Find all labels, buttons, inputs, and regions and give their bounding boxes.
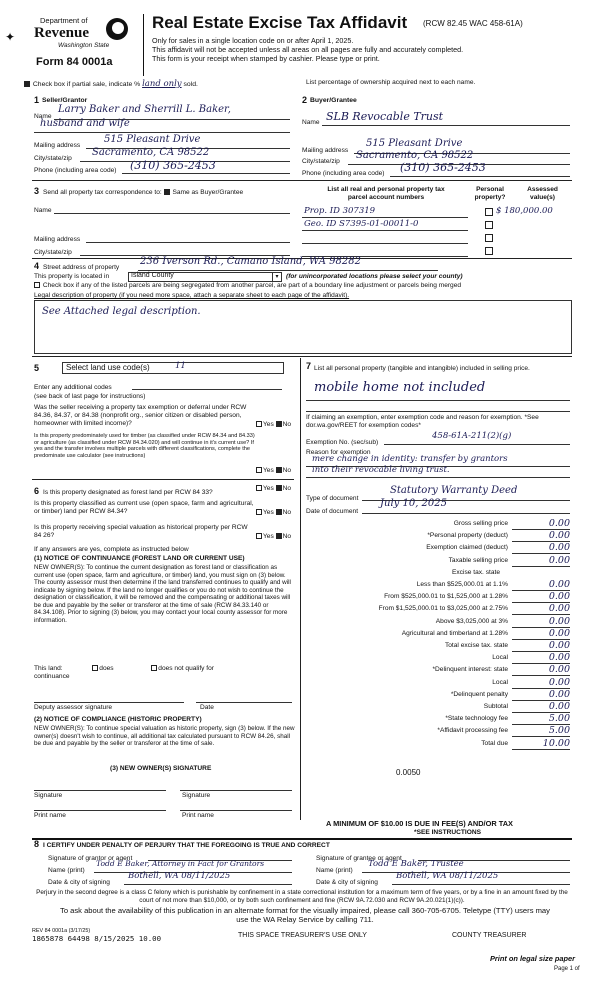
sec5-q2-answer bbox=[256, 467, 291, 475]
form-number: Form 84 0001a bbox=[36, 56, 113, 68]
partial-sale-row bbox=[24, 79, 198, 89]
tax-row bbox=[308, 592, 570, 604]
sec3-mail-label: Mailing address bbox=[34, 236, 81, 243]
partial-sale-label: Check box if partial sale, indicate % bbox=[32, 81, 141, 88]
tax-row bbox=[308, 543, 570, 555]
grantor-sig-label: Signature of grantor or agent bbox=[48, 855, 133, 862]
partial-sale-checkbox[interactable] bbox=[24, 81, 30, 87]
reason-value-1[interactable]: mere change in identity: transfer by grantors bbox=[312, 454, 508, 464]
q2-yes-label: Yes bbox=[263, 467, 274, 474]
grantor-name-value[interactable]: Todd E Baker, Attorney in Fact for Grantors bbox=[96, 859, 265, 868]
additional-codes-label: Enter any additional codes bbox=[34, 384, 112, 391]
compliance-text: NEW OWNER(S): To continue special valuation as historic property, sign (3) below. If the new owner(s) doesn't wish to continue, all additional tax calculated pursuant to RCW 84.26, shall be due and payable by the seller or transferor at the time of sale. bbox=[34, 725, 295, 748]
segregated-label: Check box if any of the listed parcels are being segregated from another parcel, are part of a boundary line adjustment or parcels being merged bbox=[42, 282, 462, 289]
tax-row-label: Total due bbox=[481, 739, 508, 747]
county-treasurer-label: COUNTY TREASURER bbox=[452, 932, 527, 939]
sec5-q1: Was the seller receiving a property tax exemption or deferral under RCW 84.36, 84.37, or 84.38 (nonprofit org., senior citizen or disabled person, homeowner with limited income)? bbox=[34, 404, 247, 427]
tax-row-value[interactable]: 5.00 bbox=[512, 713, 570, 725]
county-note: (for unincorporated locations please select your county) bbox=[286, 273, 463, 280]
tax-row bbox=[308, 568, 570, 580]
bird-icon: ✦ bbox=[5, 30, 16, 44]
sec5-q2: Is this property predominately used for timber (as classified under RCW 84.34 and 84.33) or agriculture (as classified under RCW 84.34.020) and will continue in it's current use? If yes and the transfer involves multiple parcels with different classifications, complete the predominate use calculator (see instructions) bbox=[34, 433, 255, 460]
this-land-label: This land: bbox=[34, 665, 63, 672]
tax-row-value[interactable]: 5.00 bbox=[512, 725, 570, 737]
sec6-q1-answer bbox=[256, 485, 291, 493]
personal-property-line-2[interactable] bbox=[306, 401, 570, 412]
buyer-city-value[interactable]: Sacramento, CA 98522 bbox=[356, 150, 474, 161]
grantee-name-value[interactable]: Todd E Baker, Trustee bbox=[368, 859, 464, 869]
column-divider bbox=[300, 358, 301, 820]
sec3-name-line[interactable] bbox=[54, 201, 290, 214]
owner-print-line-2[interactable] bbox=[180, 798, 292, 811]
sec7-number: 7 bbox=[306, 361, 312, 371]
tax-row bbox=[308, 531, 570, 543]
divider-5 bbox=[32, 838, 572, 840]
tax-row bbox=[308, 519, 570, 531]
grantor-date-value[interactable]: Bothell, WA 08/11/2025 bbox=[128, 871, 231, 881]
parcel-value-1[interactable]: Prop. ID 307319 bbox=[304, 206, 376, 216]
tax-row-value[interactable] bbox=[512, 567, 570, 578]
tax-row bbox=[308, 629, 570, 641]
deputy-date-line[interactable] bbox=[196, 690, 292, 703]
same-as-buyer-label: Same as Buyer/Grantee bbox=[172, 189, 244, 196]
legal-label: Legal description of property (if you need more space, attach a separate sheet to each page of the affidavit). bbox=[34, 292, 350, 299]
parcel-line-3[interactable] bbox=[302, 233, 468, 244]
sec6-q3: Is this property receiving special valuation as historical property per RCW 84 26? bbox=[34, 524, 248, 539]
exemption-no-label: Exemption No. (sec/sub) bbox=[306, 439, 379, 446]
sec3-label: Send all property tax correspondence to: bbox=[43, 189, 162, 196]
minimum-notice: A MINIMUM OF $10.00 IS DUE IN FEE(S) AND/OR TAX bbox=[326, 819, 513, 828]
owner-sig-label-2: Signature bbox=[182, 792, 211, 799]
seller-heading: Seller/Grantor bbox=[42, 97, 88, 104]
perjury-text: Perjury in the second degree is a class C felony which is punishable by confinement in a state correctional institution for a maximum term of five years, or by a fine in an amount fixed by the court of not more than $10,000, or by both such confinement and fine (RCW 9A.72.030 and RCW 9A.20.021(1)(c)). bbox=[36, 889, 568, 904]
owner-print-line-1[interactable] bbox=[34, 798, 166, 811]
personal-header bbox=[470, 186, 510, 202]
seller-mail-value[interactable]: 515 Pleasant Drive bbox=[104, 134, 201, 145]
seller-city-label: City/state/zip bbox=[34, 155, 72, 162]
sec5-number: 5 bbox=[34, 363, 40, 373]
tax-row-label: Subtotal bbox=[483, 703, 508, 710]
tax-row-label: Agricultural and timberland at 1.28% bbox=[401, 629, 508, 637]
alt-format-notice: To ask about the availability of this publication in an alternate format for the visually impaired, please call 360-705-6705. Teletype (TTY) users may use the WA Relay Service by calling 711. bbox=[60, 906, 550, 925]
assessed-header-2: value(s) bbox=[530, 193, 555, 201]
tax-row-label: Taxable selling price bbox=[448, 556, 508, 564]
print-legal-note: Print on legal size paper bbox=[490, 954, 576, 963]
sec3-name-label: Name bbox=[34, 207, 52, 214]
local-rate: 0.0050 bbox=[396, 768, 421, 777]
parcel-header-1: List all real and personal property tax bbox=[327, 186, 445, 193]
tax-row-label: Excise tax. state bbox=[451, 568, 500, 576]
tax-row bbox=[308, 726, 570, 738]
continuance-heading: (1) NOTICE OF CONTINUANCE (FOREST LAND OR CURRENT USE) bbox=[34, 555, 245, 562]
q1-no-label: No bbox=[282, 421, 292, 428]
buyer-heading: Buyer/Grantee bbox=[310, 97, 357, 104]
tax-row-label: From $525,000.01 to $1,525,000 at 1.28% bbox=[384, 593, 508, 601]
does-not-checkbox[interactable] bbox=[151, 665, 157, 671]
tax-row bbox=[308, 714, 570, 726]
same-as-buyer-checkbox[interactable] bbox=[164, 189, 170, 195]
doc-date-value[interactable]: July 10, 2025 bbox=[380, 498, 448, 509]
county-select[interactable] bbox=[128, 272, 282, 282]
tax-row-value[interactable]: 0.00 bbox=[512, 628, 570, 640]
q2-no-label: No bbox=[282, 467, 292, 474]
ownership-note: List percentage of ownership acquired next to each name. bbox=[306, 79, 476, 86]
buyer-name-label: Name bbox=[302, 119, 320, 126]
divider-3 bbox=[32, 356, 572, 357]
treasurer-use-label: THIS SPACE TREASURER'S USE ONLY bbox=[238, 932, 367, 939]
forest-yes-checkbox[interactable] bbox=[256, 485, 262, 491]
tax-row-label: Local bbox=[492, 654, 508, 662]
partial-sale-value[interactable]: land only bbox=[142, 79, 182, 89]
doc-type-label: Type of document bbox=[306, 495, 359, 502]
sec3-mail-line[interactable] bbox=[86, 230, 290, 243]
tax-row-label: *Delinquent interest: state bbox=[432, 666, 508, 674]
revenue-label: Revenue bbox=[34, 25, 89, 41]
tax-row-label: From $1,525,000.01 to $3,025,000 at 2.75% bbox=[378, 605, 508, 613]
reason-value-2[interactable]: into their revocable living trust. bbox=[312, 465, 450, 475]
deputy-sig-line[interactable] bbox=[34, 690, 184, 703]
see-instructions: *SEE INSTRUCTIONS bbox=[414, 829, 482, 836]
tax-row-value[interactable]: 0.00 bbox=[512, 689, 570, 701]
see-back-label: (see back of last page for instructions) bbox=[34, 393, 146, 400]
grantee-sig-label: Signature of grantee or agent bbox=[316, 855, 402, 862]
divider-1 bbox=[32, 180, 572, 181]
segregated-row bbox=[34, 282, 461, 290]
sec3-city-label: City/state/zip bbox=[34, 249, 72, 256]
tax-row bbox=[308, 665, 570, 677]
personal-header-2: property? bbox=[474, 193, 506, 201]
grantee-date-value[interactable]: Bothell, WA 08/11/2025 bbox=[396, 871, 499, 881]
tax-row-value[interactable]: 0.00 bbox=[512, 542, 570, 554]
tax-row bbox=[308, 604, 570, 616]
seller-name-value1[interactable]: Larry Baker and Sherrill L. Baker, bbox=[58, 104, 231, 115]
does-not-label: does not qualify for bbox=[158, 665, 214, 672]
tax-row-value[interactable]: 10.00 bbox=[512, 738, 570, 750]
header-line3: This form is your receipt when stamped by cashier. Please type or print. bbox=[152, 54, 380, 63]
tax-row-label: *Delinquent penalty bbox=[450, 690, 508, 698]
forest-no-checkbox[interactable] bbox=[276, 485, 282, 491]
buyer-mail-value[interactable]: 515 Pleasant Drive bbox=[366, 138, 463, 149]
chevron-down-icon[interactable]: ▾ bbox=[272, 273, 281, 281]
land-use-select[interactable] bbox=[62, 362, 284, 374]
personal-header-1: Personal bbox=[476, 186, 504, 193]
tax-row-value[interactable]: 0.00 bbox=[512, 701, 570, 713]
tax-row bbox=[308, 653, 570, 665]
tax-row-value[interactable]: 0.00 bbox=[512, 579, 570, 591]
additional-codes-line[interactable] bbox=[132, 378, 282, 390]
reason-label: Reason for exemption bbox=[306, 449, 371, 456]
new-owner-sig-heading: (3) NEW OWNER(S) SIGNATURE bbox=[110, 765, 212, 772]
tax-row-value[interactable]: 0.00 bbox=[512, 652, 570, 664]
tax-row-value[interactable]: 0.00 bbox=[512, 555, 570, 567]
seller-phone-label: Phone (including area code) bbox=[34, 167, 117, 174]
county-value: Island County bbox=[131, 272, 174, 279]
buyer-mail-label: Mailing address bbox=[302, 147, 349, 154]
buyer-city-label: City/state/zip bbox=[302, 158, 340, 165]
parcel-header bbox=[306, 186, 466, 202]
sec3-city-line[interactable] bbox=[80, 243, 290, 256]
this-land-row bbox=[34, 665, 214, 673]
owner-sig-line-1[interactable] bbox=[34, 778, 166, 791]
does-checkbox[interactable] bbox=[92, 665, 98, 671]
sec5-q1-answer bbox=[256, 421, 291, 429]
exemption-text: If claiming an exemption, enter exemption code and reason for exemption. *See dor.wa.gov/REET for exemption codes* bbox=[306, 414, 539, 429]
form-title: Real Estate Excise Tax Affidavit bbox=[152, 13, 408, 32]
perjury-notice bbox=[32, 889, 572, 904]
tax-row bbox=[308, 580, 570, 592]
owner-print-label-2: Print name bbox=[182, 812, 214, 819]
tax-row-label: *Personal property (deduct) bbox=[427, 532, 508, 540]
sec6-q3-answer bbox=[256, 533, 291, 541]
buyer-name-value[interactable]: SLB Revocable Trust bbox=[326, 110, 444, 123]
sec8-number: 8 bbox=[34, 839, 40, 849]
tax-row-label: Local bbox=[492, 678, 508, 686]
tax-row-value[interactable]: 0.00 bbox=[512, 616, 570, 628]
sec3-number: 3 bbox=[34, 186, 40, 196]
q2-yes-checkbox[interactable] bbox=[256, 467, 262, 473]
tax-row-value[interactable]: 0.00 bbox=[512, 518, 570, 530]
personal-checkbox-4[interactable] bbox=[485, 247, 493, 255]
continuance-text: NEW OWNER(S): To continue the current designation as forest land or classification as current use (open space, farm and agriculture, or timber) land, you must sign on (3) below. The county assessor must then determine if the land transferred continues to qualify and will indicate by signing below. If the land no longer qualifies or you do not wish to continue the designation or classification, it will be removed and the compensating or additional taxes will be due and payable by the seller or transferor at the time of sale (RCW 84.33.140 or 84.34.108). Prior to signing (3) below, you may contact your local county assessor for more information. bbox=[34, 564, 291, 624]
page-number: Page 1 of bbox=[554, 966, 580, 972]
q1-yes-label: Yes bbox=[263, 421, 274, 428]
sec2-number: 2 bbox=[302, 95, 308, 105]
doc-date-label: Date of document bbox=[306, 508, 359, 515]
tax-row-label: Gross selling price bbox=[453, 520, 508, 527]
located-label: This property is located in bbox=[34, 273, 110, 280]
tax-row-value[interactable]: 0.00 bbox=[512, 677, 570, 689]
sec6-q1: Is this property designated as forest land per RCW 84 33? bbox=[43, 489, 213, 496]
form-rcw: (RCW 82.45 WAC 458-61A) bbox=[423, 19, 523, 28]
logo-swirl-inner bbox=[112, 22, 124, 34]
sec6-q2-answer bbox=[256, 509, 291, 517]
historic-yes-label: Yes bbox=[263, 533, 274, 540]
dept-label: Department of bbox=[40, 16, 88, 25]
parcel-header-2: parcel account numbers bbox=[347, 193, 425, 201]
grantor-name-label: Name (print) bbox=[48, 867, 85, 874]
rev-label: REV 84 0001a (3/17/25) bbox=[32, 928, 91, 934]
assessed-value-1[interactable]: $ 180,000.00 bbox=[496, 206, 553, 216]
grantee-name-label: Name (print) bbox=[316, 867, 353, 874]
assessed-header bbox=[515, 186, 570, 202]
sec1-number: 1 bbox=[34, 95, 40, 105]
legal-value: See Attached legal description. bbox=[42, 306, 201, 317]
tax-row bbox=[308, 678, 570, 690]
personal-checkbox-2[interactable] bbox=[485, 221, 493, 229]
personal-checkbox-3[interactable] bbox=[485, 234, 493, 242]
current-use-no-checkbox[interactable] bbox=[276, 509, 282, 515]
seller-phone-value[interactable]: (310) 365-2453 bbox=[130, 159, 216, 172]
historic-yes-checkbox[interactable] bbox=[256, 533, 262, 539]
tax-row-label: *Affidavit processing fee bbox=[437, 727, 508, 735]
certify-label: I CERTIFY UNDER PENALTY OF PERJURY THAT THE FOREGOING IS TRUE AND CORRECT bbox=[43, 842, 330, 849]
tax-row bbox=[308, 702, 570, 714]
seller-mail-label: Mailing address bbox=[34, 142, 81, 149]
tax-row-value[interactable]: 0.00 bbox=[512, 603, 570, 615]
tax-row bbox=[308, 739, 570, 751]
tax-row-label: Less than $525,000.01 at 1.1% bbox=[416, 581, 508, 588]
segregated-checkbox[interactable] bbox=[34, 282, 40, 288]
cashier-stamp: 1865878 64498 8/15/2025 10.00 bbox=[32, 934, 162, 943]
land-use-label: Select land use code(s) bbox=[66, 363, 150, 372]
tax-row-value[interactable]: 0.00 bbox=[512, 591, 570, 603]
does-label: does bbox=[99, 665, 114, 672]
parcel-value-2[interactable]: Geo. ID S7395-01-00011-0 bbox=[304, 219, 419, 229]
seller-name-value2[interactable]: husband and wife bbox=[40, 118, 130, 129]
owner-sig-line-2[interactable] bbox=[180, 778, 292, 791]
deputy-date-label: Date bbox=[200, 704, 214, 711]
header-divider bbox=[143, 14, 144, 76]
grantor-date-label: Date & city of signing bbox=[48, 879, 110, 886]
tax-row-value[interactable]: 0.00 bbox=[512, 530, 570, 542]
q2-no-checkbox[interactable] bbox=[276, 467, 282, 473]
tax-row-label: *State technology fee bbox=[445, 715, 508, 723]
exemption-no-value[interactable]: 458-61A-211(2)(g) bbox=[432, 431, 512, 441]
tax-row bbox=[308, 617, 570, 629]
compliance-heading: (2) NOTICE OF COMPLIANCE (HISTORIC PROPERTY) bbox=[34, 716, 202, 723]
sec3-row bbox=[43, 189, 243, 197]
divider-4 bbox=[32, 479, 294, 480]
historic-no-label: No bbox=[282, 533, 292, 540]
header-line1: Only for sales in a single location code on or after April 1, 2025. bbox=[152, 36, 354, 45]
grantee-date-label: Date & city of signing bbox=[316, 879, 378, 886]
q1-no-checkbox[interactable] bbox=[276, 421, 282, 427]
sec4-number: 4 bbox=[34, 261, 40, 271]
current-use-yes-checkbox[interactable] bbox=[256, 509, 262, 515]
header-line2: This affidavit will not be accepted unless all areas on all pages are fully and accurately completed. bbox=[152, 45, 464, 54]
sec6-if-any: If any answers are yes, complete as instructed below bbox=[34, 546, 189, 553]
tax-row-label: Exemption claimed (deduct) bbox=[426, 544, 508, 552]
assessed-header-1: Assessed bbox=[527, 186, 558, 193]
forest-yes-label: Yes bbox=[263, 485, 274, 492]
tax-row-label: Total excise tax. state bbox=[444, 642, 508, 649]
current-use-yes-label: Yes bbox=[263, 509, 274, 516]
tax-row-label: Above $3,025,000 at 3% bbox=[435, 617, 508, 625]
owner-print-label-1: Print name bbox=[34, 812, 66, 819]
tax-row bbox=[308, 690, 570, 702]
seller-city-value[interactable]: Sacramento, CA 98522 bbox=[92, 147, 210, 158]
sec6-q2: Is this property classified as current use (open space, farm and agricultural, or timber) land per RCW 84.34? bbox=[34, 500, 254, 515]
doc-type-value[interactable]: Statutory Warranty Deed bbox=[390, 485, 518, 496]
seller-name-label: Name bbox=[34, 113, 52, 120]
tax-row bbox=[308, 641, 570, 653]
land-use-code: 11 bbox=[175, 361, 186, 371]
q1-yes-checkbox[interactable] bbox=[256, 421, 262, 427]
tax-row-value[interactable]: 0.00 bbox=[512, 664, 570, 676]
personal-checkbox-1[interactable] bbox=[485, 208, 493, 216]
sec6-number: 6 bbox=[34, 486, 40, 496]
tax-row-value[interactable]: 0.00 bbox=[512, 640, 570, 652]
owner-sig-label-1: Signature bbox=[34, 792, 63, 799]
continuance-label: continuance bbox=[34, 673, 70, 680]
street-label: Street address of property bbox=[43, 264, 120, 271]
personal-property-value[interactable]: mobile home not included bbox=[314, 380, 486, 395]
buyer-phone-value[interactable]: (310) 365-2453 bbox=[400, 161, 486, 174]
state-label: Washington State bbox=[58, 42, 110, 49]
deputy-label: Deputy assessor signature bbox=[34, 704, 113, 711]
historic-no-checkbox[interactable] bbox=[276, 533, 282, 539]
buyer-phone-label: Phone (including area code) bbox=[302, 170, 385, 177]
sec7-label: List all personal property (tangible and intangible) included in selling price. bbox=[314, 365, 530, 372]
current-use-no-label: No bbox=[282, 509, 292, 516]
partial-sale-post: sold. bbox=[183, 81, 198, 88]
tax-row bbox=[308, 556, 570, 568]
street-value[interactable]: 236 Iverson Rd., Camano Island, WA 98282 bbox=[140, 256, 361, 267]
forest-no-label: No bbox=[282, 485, 292, 492]
